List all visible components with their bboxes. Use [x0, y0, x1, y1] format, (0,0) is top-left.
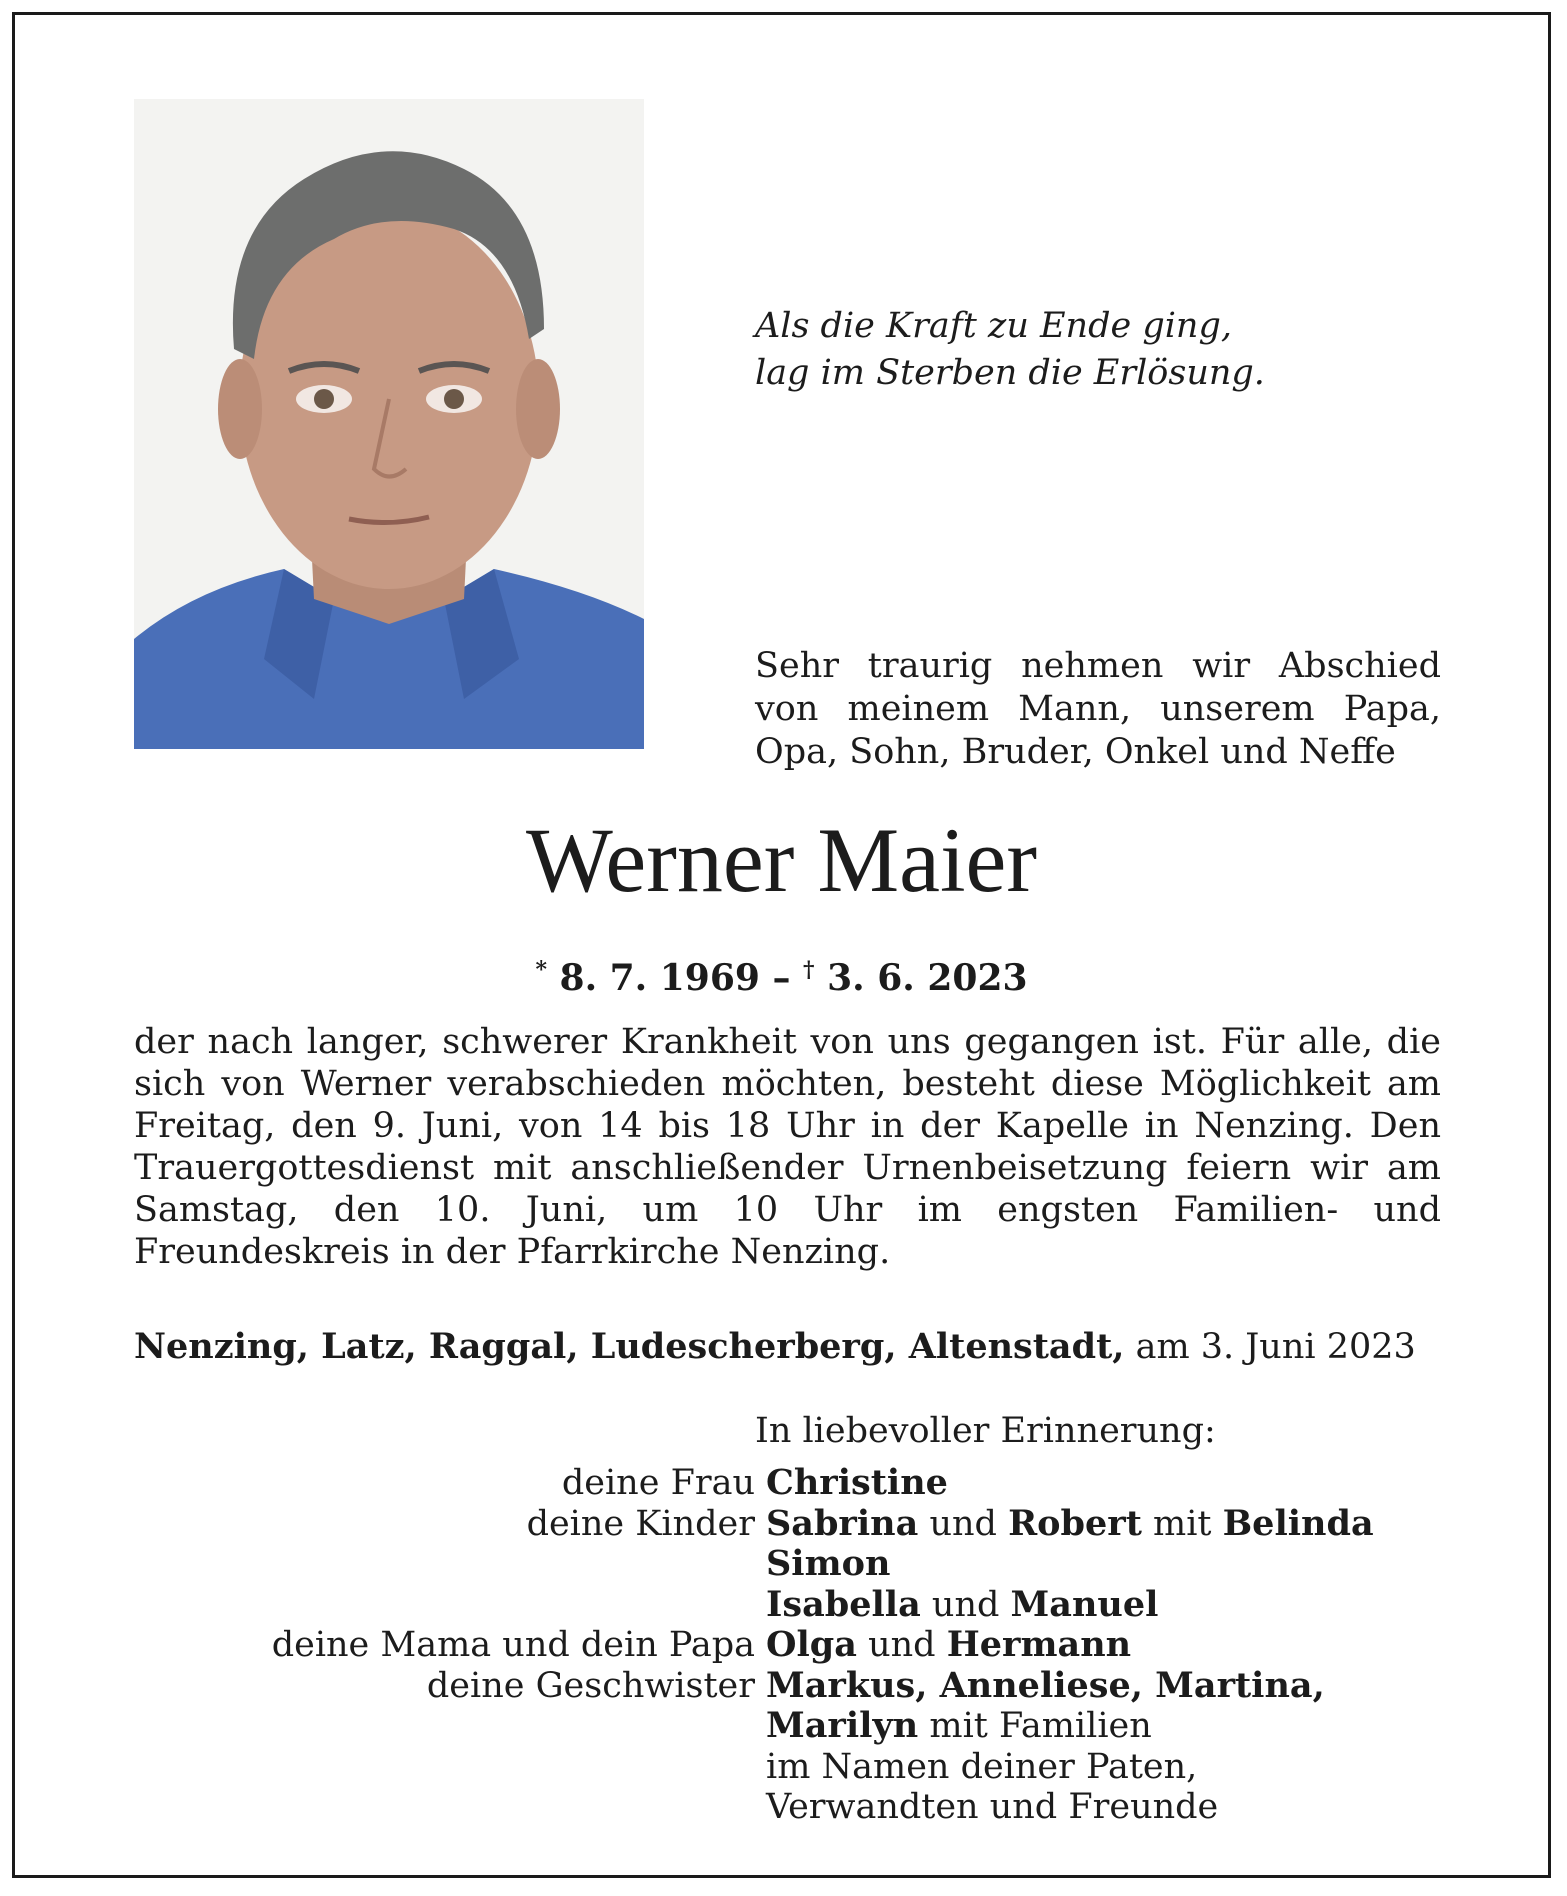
family-row-wife	[134, 1463, 1534, 1504]
family-row-relatives	[134, 1787, 1534, 1828]
birth-date: 8. 7. 1969	[559, 957, 760, 999]
grandchild-name: Belinda	[1222, 1502, 1374, 1544]
child-name: Isabella	[766, 1583, 921, 1625]
role-children: deine Kinder	[526, 1503, 755, 1544]
mother-name: Olga	[766, 1624, 857, 1665]
conjunction: und	[868, 1625, 936, 1665]
wife-name: Christine	[766, 1462, 948, 1503]
announcement-body: der nach langer, schwerer Krankheit von uns gegangen ist. Für alle, die sich von Werner verabschieden möchten, besteht diese Möglichkeit am Freitag, den 9. Juni, von 14 bis 18 Uhr in der Kapelle in Nenzing. Den Trauergottesdienst mit anschließender Urnenbeisetzung feiern wir am Samstag, den 10. Juni, um 10 Uhr im engsten Familien- und Freundeskreis in der Pfarrkirche Nenzing.	[134, 1022, 1441, 1272]
obituary-card	[12, 12, 1551, 1878]
family-row-siblings-cont	[134, 1706, 1534, 1747]
family-row-child-3	[134, 1585, 1534, 1626]
family-row-siblings	[134, 1666, 1534, 1707]
death-date: 3. 6. 2023	[827, 957, 1028, 999]
intro-text: Sehr traurig nehmen wir Abschied von meinem Mann, unserem Papa, Opa, Sohn, Bruder, Onkel und Neffe	[755, 646, 1441, 772]
child-name: Sabrina	[766, 1502, 919, 1544]
siblings-names: Markus, Anneliese, Martina,	[766, 1664, 1325, 1706]
announcement-date: am 3. Juni 2023	[1135, 1327, 1416, 1367]
motto-quote	[755, 303, 1495, 397]
father-name: Hermann	[946, 1624, 1132, 1665]
death-symbol: †	[803, 957, 815, 983]
conjunction: mit	[1153, 1503, 1212, 1544]
godparents-line: im Namen deiner Paten,	[766, 1746, 1198, 1787]
family-row-child-2	[134, 1544, 1534, 1585]
with-families: mit Familien	[929, 1706, 1152, 1746]
child-name: Simon	[766, 1543, 891, 1584]
deceased-name: Werner Maier	[525, 809, 1038, 911]
partner-name: Manuel	[1010, 1583, 1159, 1625]
motto-line-2: lag im Sterben die Erlösung.	[755, 353, 1265, 393]
relatives-line: Verwandten und Freunde	[766, 1787, 1219, 1827]
portrait-illustration	[134, 99, 644, 749]
role-parents: deine Mama und dein Papa	[271, 1625, 755, 1665]
portrait-photo	[134, 99, 644, 749]
life-dates	[15, 945, 1548, 1003]
role-wife: deine Frau	[561, 1463, 755, 1503]
birth-symbol: *	[535, 957, 547, 983]
conjunction: und	[931, 1584, 1000, 1625]
role-siblings: deine Geschwister	[426, 1665, 755, 1706]
family-row-parents	[134, 1625, 1534, 1666]
date-separator: –	[772, 957, 791, 999]
family-list	[134, 1463, 1534, 1828]
family-row-godparents	[134, 1747, 1534, 1788]
conjunction: und	[929, 1503, 997, 1544]
places-list: Nenzing, Latz, Raggal, Ludescherberg, Altenstadt,	[134, 1326, 1125, 1367]
sibling-name: Marilyn	[766, 1705, 919, 1746]
family-row-children	[134, 1504, 1534, 1545]
partner-name: Robert	[1008, 1502, 1142, 1544]
memory-heading: In liebevoller Erinnerung:	[755, 1411, 1216, 1451]
places-and-date	[134, 1325, 1484, 1369]
motto-line-1: Als die Kraft zu Ende ging,	[755, 306, 1232, 346]
